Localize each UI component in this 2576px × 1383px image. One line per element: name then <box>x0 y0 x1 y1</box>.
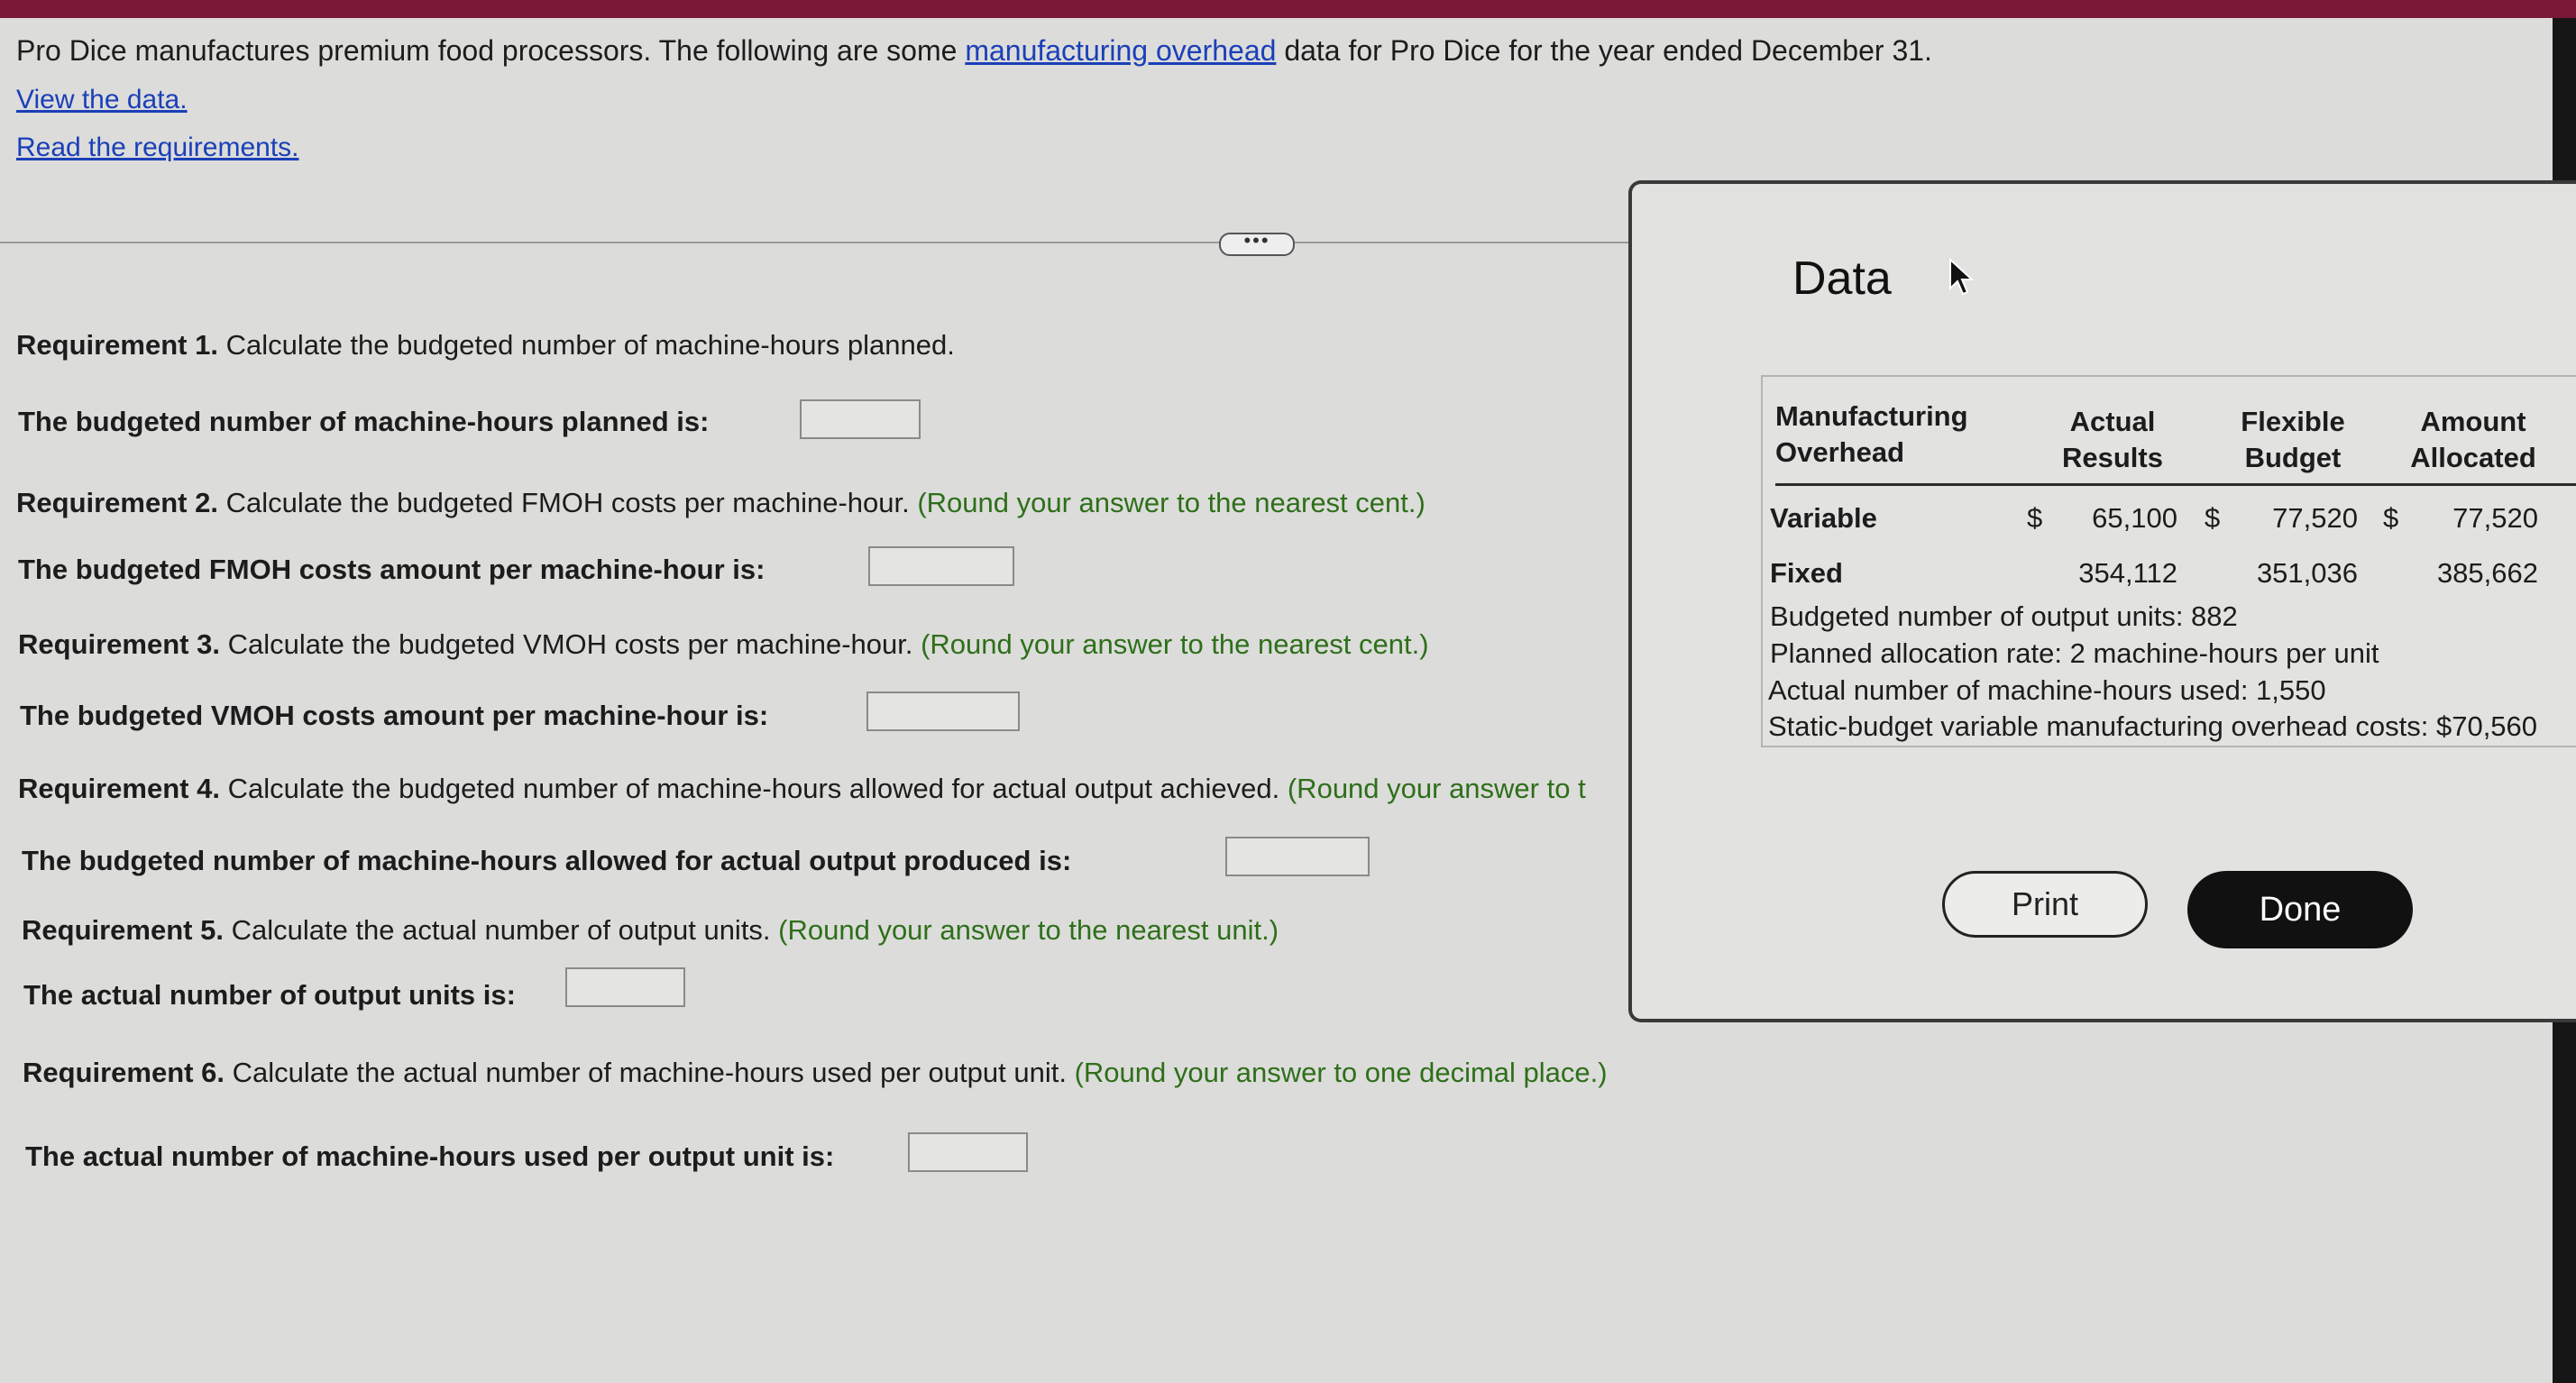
requirement-1 <box>16 329 955 362</box>
requirement-3 <box>18 628 1429 661</box>
requirement-2-note: (Round your answer to the nearest cent.) <box>909 487 1426 518</box>
requirement-5-text: Calculate the actual number of output units. <box>223 914 771 946</box>
answer-1-input[interactable] <box>800 399 921 439</box>
requirement-2-text: Calculate the budgeted FMOH costs per machine-hour. <box>217 487 910 518</box>
requirement-3-label: Requirement 3. <box>18 628 220 660</box>
row-label-variable: Variable <box>1770 502 1877 534</box>
data-dialog <box>1628 180 2576 1022</box>
answer-3-label: The budgeted VMOH costs amount per machine-hour is: <box>20 700 769 731</box>
header-rule <box>1775 483 2576 486</box>
col-header-flexible <box>2225 404 2361 476</box>
requirement-6-note: (Round your answer to one decimal place.) <box>1066 1057 1608 1088</box>
requirement-4 <box>18 773 1638 805</box>
col-header-allocated-line1: Amount <box>2420 406 2526 437</box>
intro-text <box>16 34 1932 68</box>
requirement-6-label: Requirement 6. <box>23 1057 225 1088</box>
requirement-3-text: Calculate the budgeted VMOH costs per machine-hour. <box>219 628 913 660</box>
col-header-flexible-line1: Flexible <box>2241 406 2345 437</box>
answer-4-label: The budgeted number of machine-hours allowed for actual output produced is: <box>22 845 1072 876</box>
fixed-allocated-value: 385,662 <box>2436 557 2538 589</box>
answer-6-input[interactable] <box>908 1132 1028 1172</box>
requirement-2-label: Requirement 2. <box>16 487 218 518</box>
requirement-1-text: Calculate the budgeted number of machine-hours planned. <box>217 329 955 361</box>
intro-after: data for Pro Dice for the year ended December 31. <box>1276 34 1932 67</box>
view-data-link[interactable]: View the data. <box>16 85 188 114</box>
mouse-cursor-icon <box>1948 258 1975 296</box>
variable-flexible-currency: $ <box>2205 502 2221 534</box>
answer-4-input[interactable] <box>1225 837 1370 876</box>
done-button[interactable]: Done <box>2187 871 2413 948</box>
requirement-6-text: Calculate the actual number of machine-hours used per output unit. <box>224 1057 1067 1088</box>
col-header-overhead-line1: Manufacturing <box>1775 400 1968 432</box>
col-header-allocated-line2: Allocated <box>2410 442 2536 473</box>
read-requirements-link[interactable]: Read the requirements. <box>16 133 299 162</box>
requirement-3-note: (Round your answer to the nearest cent.) <box>912 628 1429 660</box>
requirement-6 <box>23 1057 1608 1089</box>
answer-2-input[interactable] <box>868 546 1014 586</box>
variable-allocated-currency: $ <box>2383 502 2399 534</box>
top-bar <box>0 0 2576 18</box>
requirement-5-label: Requirement 5. <box>22 914 224 946</box>
requirement-1-label: Requirement 1. <box>16 329 218 361</box>
requirement-4-note: (Round your answer to t <box>1279 773 1586 804</box>
col-header-allocated <box>2401 404 2545 476</box>
note-budgeted-output-units: Budgeted number of output units: 882 <box>1770 600 2238 632</box>
requirement-4-text: Calculate the budgeted number of machine-hours allowed for actual output achieved. <box>219 773 1280 804</box>
dialog-title: Data <box>1792 252 1892 305</box>
variable-actual-value: 65,100 <box>2092 502 2177 534</box>
row-label-fixed: Fixed <box>1770 557 1843 589</box>
col-header-actual <box>2049 404 2176 476</box>
variable-flexible-value: 77,520 <box>2272 502 2358 534</box>
answer-5-input[interactable] <box>565 967 685 1007</box>
overhead-data-table <box>1761 375 2576 747</box>
variable-allocated-value: 77,520 <box>2452 502 2538 534</box>
requirement-4-label: Requirement 4. <box>18 773 220 804</box>
manufacturing-overhead-link[interactable]: manufacturing overhead <box>965 34 1277 67</box>
requirement-5 <box>22 914 1279 947</box>
resize-handle[interactable]: ••• <box>1219 233 1295 256</box>
print-button[interactable]: Print <box>1942 871 2148 938</box>
fixed-actual-value: 354,112 <box>2078 557 2177 589</box>
fixed-flexible-value: 351,036 <box>2256 557 2358 589</box>
answer-3-input[interactable] <box>866 692 1020 731</box>
note-actual-machine-hours: Actual number of machine-hours used: 1,550 <box>1768 674 2326 706</box>
requirement-2 <box>16 487 1426 519</box>
col-header-actual-line1: Actual <box>2069 406 2156 437</box>
answer-5-label: The actual number of output units is: <box>23 979 516 1011</box>
section-divider <box>0 242 1655 243</box>
note-static-budget-vmoh: Static-budget variable manufacturing overhead costs: $70,560 <box>1768 710 2538 742</box>
note-planned-allocation-rate: Planned allocation rate: 2 machine-hours per unit <box>1770 637 2379 669</box>
col-header-actual-line2: Results <box>2062 442 2163 473</box>
answer-6-label: The actual number of machine-hours used per output unit is: <box>25 1140 835 1172</box>
answer-2-label: The budgeted FMOH costs amount per machine-hour is: <box>18 554 765 585</box>
col-header-overhead-line2: Overhead <box>1775 436 1905 468</box>
answer-1-label: The budgeted number of machine-hours planned is: <box>18 406 710 437</box>
col-header-overhead <box>1775 398 1968 471</box>
col-header-flexible-line2: Budget <box>2244 442 2342 473</box>
variable-actual-currency: $ <box>2027 502 2043 534</box>
requirement-5-note: (Round your answer to the nearest unit.) <box>770 914 1279 946</box>
intro-before: Pro Dice manufactures premium food processors. The following are some <box>16 34 966 67</box>
